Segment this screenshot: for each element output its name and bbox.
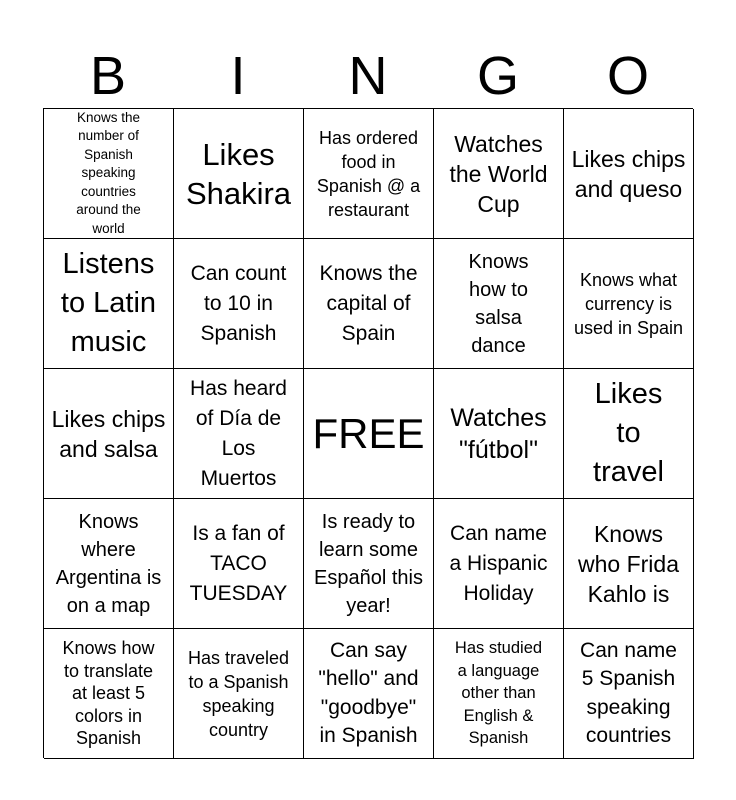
bingo-cell-r3-c1[interactable] <box>44 369 174 499</box>
bingo-cell-r4-c2[interactable] <box>174 499 304 629</box>
bingo-cell-r4-c1[interactable] <box>44 499 174 629</box>
cell-text: Watches the World Cup <box>449 130 548 217</box>
bingo-cell-r3-c5[interactable] <box>564 369 694 499</box>
cell-text: Has heard of Día de Los Muertos <box>190 376 287 490</box>
header-letter-o: O <box>606 46 649 106</box>
bingo-cell-r4-c4[interactable] <box>434 499 564 629</box>
cell-text: Knows who Frida Kahlo is <box>578 520 679 607</box>
bingo-cell-r1-c1[interactable] <box>44 109 174 239</box>
cell-text: Watches "fútbol" <box>450 403 547 464</box>
bingo-cell-r2-c4[interactable] <box>434 239 564 369</box>
bingo-cell-r3-c4[interactable] <box>434 369 564 499</box>
cell-text: Knows where Argentina is on a map <box>55 510 162 617</box>
cell-text: Listens to Latin music <box>60 248 157 358</box>
bingo-cell-r5-c4[interactable] <box>434 629 564 759</box>
cell-text: Knows how to translate at least 5 colors in Spanish <box>62 638 155 749</box>
bingo-cell-r1-c3[interactable] <box>304 109 434 239</box>
header-letter-g: G <box>476 46 519 106</box>
bingo-cell-r1-c2[interactable] <box>174 109 304 239</box>
cell-text: Likes chips and queso <box>571 145 686 202</box>
bingo-cell-r1-c5[interactable] <box>564 109 694 239</box>
cell-text: Knows the capital of Spain <box>319 261 418 345</box>
bingo-cell-r5-c5[interactable] <box>564 629 694 759</box>
cell-text: Can name a Hispanic Holiday <box>449 521 548 605</box>
cell-text: Has studied a language other than English & Spanish <box>454 639 543 748</box>
cell-text: Can name 5 Spanish speaking countries <box>580 638 677 747</box>
cell-text: Can say "hello" and "goodbye" in Spanish <box>318 638 419 747</box>
cell-text: Has ordered food in Spanish @ a restaurant <box>316 127 421 220</box>
cell-text: Is ready to learn some Español this year! <box>314 510 423 617</box>
cell-text: Knows the number of Spanish speaking countries around the world <box>76 109 141 236</box>
bingo-board <box>43 108 693 758</box>
cell-text: Is a fan of TACO TUESDAY <box>189 521 288 605</box>
header-letter-b: B <box>89 46 127 106</box>
cell-text: Has traveled to a Spanish speaking country <box>187 647 290 740</box>
bingo-cell-r4-c3[interactable] <box>304 499 434 629</box>
bingo-cell-free[interactable] <box>304 369 434 499</box>
bingo-cell-r2-c1[interactable] <box>44 239 174 369</box>
bingo-cell-r2-c3[interactable] <box>304 239 434 369</box>
cell-text: Likes Shakira <box>185 136 292 211</box>
header-letter-n: N <box>348 46 388 106</box>
cell-text: Knows what currency is used in Spain <box>573 269 684 338</box>
free-space-label: FREE <box>312 409 425 457</box>
bingo-cell-r2-c5[interactable] <box>564 239 694 369</box>
cell-text: Can count to 10 in Spanish <box>190 261 287 345</box>
bingo-header <box>43 44 693 108</box>
cell-text: Likes to travel <box>593 378 664 488</box>
bingo-cell-r1-c4[interactable] <box>434 109 564 239</box>
bingo-cell-r5-c3[interactable] <box>304 629 434 759</box>
cell-text: Knows how to salsa dance <box>468 250 529 357</box>
bingo-cell-r3-c2[interactable] <box>174 369 304 499</box>
header-letter-i: I <box>230 46 246 106</box>
bingo-cell-r5-c1[interactable] <box>44 629 174 759</box>
bingo-cell-r2-c2[interactable] <box>174 239 304 369</box>
bingo-cell-r5-c2[interactable] <box>174 629 304 759</box>
cell-text: Likes chips and salsa <box>51 405 166 462</box>
bingo-cell-r4-c5[interactable] <box>564 499 694 629</box>
